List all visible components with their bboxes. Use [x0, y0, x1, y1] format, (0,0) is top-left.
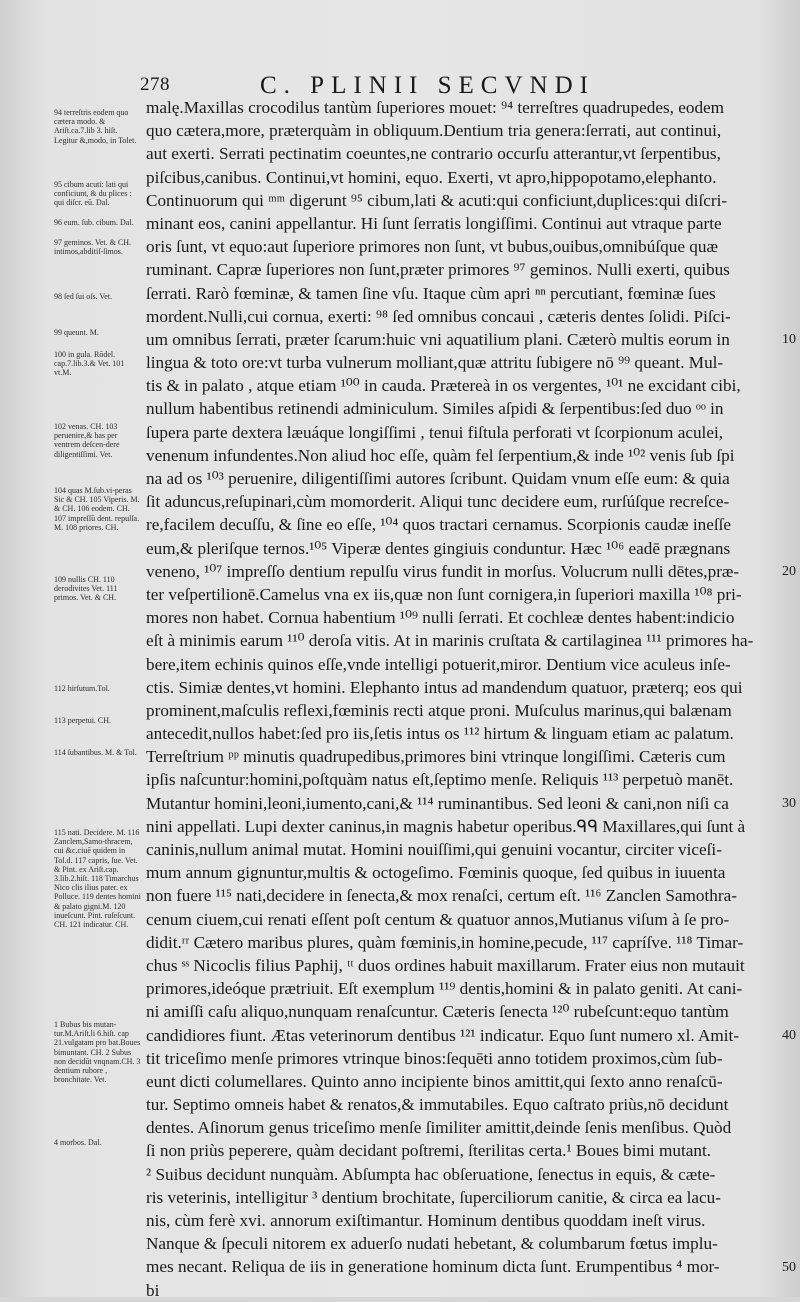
text-line: um omnibus ſerrati, præter ſcarum:huic vni aquatilium plani. Cæterò multis eorum in	[146, 329, 730, 349]
text-line: non fuere ¹¹⁵ nati,decidere in ſenecta,& mox renaſci, certum eſt. ¹¹⁶ Zanclen Samothra-	[146, 886, 737, 906]
margin-note: 96 eum. ſub. cibum. Dal.	[54, 218, 134, 227]
text-line: antecedit,nullos habet:ſed pro iis,ſetis intus os ¹¹² hirtum & linguam etiam ac palatum.	[146, 724, 734, 744]
text-line: ipſis naſcuntur:homini,poſtquàm natus eſt,ſeptimo menſe. Reliquis ¹¹³ perpetuò manēt.	[146, 770, 734, 790]
text-line: candidiores fiunt. Ætas veterinorum dentibus ¹²¹ indicatur. Equo ſunt numero xl. Amit-	[146, 1025, 740, 1045]
text-line: nini appellati. Lupi dexter caninus,in magnis habetur operibus.ᑫᑫ Maxillares,qui ſunt à	[146, 816, 746, 836]
margin-note: 102 venas. CH. 103 peruenire,& has per ventrem deſcen-dere diligentiſſimi. Vet.	[54, 422, 120, 459]
line-number-marker: 30	[782, 796, 796, 811]
text-line: malę.Maxillas crocodilus tantùm ſuperiores mouet: ⁹⁴ terreſtres quadrupedes, eodem	[146, 98, 725, 117]
text-line: nis, cùm ferè xvi. annorum exiſtimantur. Hominum dentibus quoddam ineſt virus.	[146, 1211, 706, 1230]
text-line: nullum habentibus retinendi adminiculum. Similes aſpidi & ſerpentibus:ſed duo ᵒᵒ in	[146, 399, 724, 419]
text-line: oris ſunt, vt equo:aut ſuperiore primores non ſunt, vt bubus,ouibus,omnibúſque quæ	[146, 237, 718, 257]
text-line: eum,& pleriſque ternos.¹⁰⁵ Viperæ dentes gingiuis conduntur. Hæc ¹⁰⁶ eadē prægnans	[146, 538, 731, 558]
running-title: C. PLINII SECVNDI	[260, 72, 595, 99]
text-line: caninis,nullum animal mutat. Homini nouiſſimi,qui genuini vocantur, circiter viceſi-	[146, 840, 722, 859]
text-line: Nanque & ſpeculi nitorem ex aduerſo nudati hebetant, & columbarum fœtus implu-	[146, 1234, 718, 1254]
text-line: minant eos, canini appellantur. Hi ſunt ſerratis longiſſimi. Continui aut vtraque parte	[146, 213, 722, 233]
text-line: mum annum gignuntur,multis & octogeſimo. Fœminis quoque, ſed quibus in iuuenta	[146, 863, 726, 883]
text-line: ter veſpertilionē.Camelus vna ex iis,quæ non ſunt cornigera,in ſuperiori maxilla ¹⁰⁸ pri-	[146, 584, 742, 604]
text-line: chus ˢˢ Nicoclis filius Paphij, ᵗᵗ duos ordines habuit maxillarum. Frater eius non mutauit	[146, 955, 745, 975]
text-line: lingua & toto ore:vt turba vulnerum molliant,quæ attritu ſubigere nō ⁹⁹ queant. Mul-	[146, 353, 724, 373]
text-line: Terreſtrium ᵖᵖ minutis quadrupedibus,primores bini vtrinque longiſſimi. Cæteris cum	[146, 747, 726, 767]
margin-note: 97 geminos. Vet. & CH. intimos,abditiſ-ſimos.	[54, 238, 131, 257]
text-line: primores,ideóque prætriuit. Eſt exemplum ¹¹⁹ dentis,homini & in palato geniti. At cani-	[146, 979, 743, 999]
margin-note: 112 hirſutum.Tol.	[54, 684, 110, 693]
text-line: ruminant. Capræ ſuperiores non ſunt,præter primores ⁹⁷ geminos. Nulli exerti, quibus	[146, 260, 730, 280]
margin-note: 1 Bubus bis mutan-tur.M.Ariſt.li 6.hiſt. cap 21.vulgatam pro bat.Boues bimuntant. CH. 2 Subus non decidūt vnqnam.CH. 3 dentium rubore , bronchitate. Vet.	[54, 1020, 141, 1085]
text-line: Mutantur homini,leoni,iumento,cani,& ¹¹⁴ ruminantibus. Sed leoni & cani,non niſi ca	[146, 793, 729, 813]
text-line: aut exerti. Serrati pectinatim coeuntes,ne contrario occurſu atterantur,vt ſerpentibus,	[146, 144, 721, 164]
line-number-marker: 50	[782, 1260, 796, 1275]
text-line: eunt dicti columellares. Quinto anno incipiente binos amittit,qui ſexto anno renaſcū-	[146, 1071, 723, 1091]
text-line: mes necant. Reliqua de iis in generatione hominum dicta ſunt. Erumpentibus ⁴ mor-	[146, 1257, 720, 1277]
text-line: ² Suibus decidunt nunquàm. Abſumpta hac obſeruatione, ſenectus in equis, & cæte-	[146, 1164, 716, 1184]
margin-note: 104 quas M.ſub.vi-peras Sic & CH. 105 Viperis. M. & CH. 106 eodem. CH. 107 impreſſū dent. repulſa. M. 108 priores. CH.	[54, 486, 140, 532]
text-line: ſit aduncus,reſupinari,cùm momorderit. Aliqui tunc decidere eum, rurſúſque recreſce-	[146, 492, 730, 512]
text-line: prominent,maſculis reflexi,fœminis recti atque proni. Muſculus marinus,qui balænam	[146, 700, 732, 720]
text-line: ctis. Simiæ dentes,vt homini. Elephanto intus ad mandendum quatuor, præterq; eos qui	[146, 677, 743, 697]
main-text	[146, 96, 782, 1302]
text-line: tis & in palato , atque etiam ¹⁰⁰ in cauda. Prætereà in os vergentes, ¹⁰¹ ne excidant cibi,	[146, 376, 741, 396]
text-line: mores non habet. Cornua habentium ¹⁰⁹ nulli ſerrati. Et cochleæ dentes habent:indicio	[146, 608, 735, 628]
text-line: bi	[146, 1280, 160, 1300]
text-line: mordent.Nulli,cui cornua, exerti: ⁹⁸ ſed omnibus concaui , cæteris dentes ſolidi. Piſci-	[146, 306, 731, 326]
text-line: cenum ciuem,cui renati eſſent poſt centum & quatuor annos,Mutianus viſum à ſe pro-	[146, 909, 730, 929]
margin-note: 98 ſed ſui oſs. Vet.	[54, 292, 113, 301]
margin-note: 113 perpetui. CH.	[54, 716, 112, 725]
margin-note: 94 terreſtris eodem quo cætera modo. & Ariſt.ca.7.lib 3. hiſt. Legitur &,modo, in Tolet.	[54, 108, 137, 145]
text-line: ſerrati. Rarò fœminæ, & tamen ſine vſu. Itaque cùm apri ⁿⁿ percutiant, fœminæ ſues	[146, 283, 716, 303]
margin-note: 114 ſubantibus. M. & Tol.	[54, 748, 137, 757]
text-line: venenum infundentes.Non aliud hoc eſſe, quàm fel ſerpentium,& inde ¹⁰² venis ſub ſpi	[146, 445, 735, 465]
page-number: 278	[140, 74, 170, 95]
text-line: bere,item echinis quinos eſſe,vnde intelligi potuerit,miror. Dentium vice aculeus inſe-	[146, 654, 731, 674]
text-line: ris veterinis, intelligitur ³ dentium brochitate, ſuperciliorum canitie, & circa ea lacu-	[146, 1187, 722, 1207]
margin-note: 115 nati. Decidere. M. 116 Zanclem,Samo-thracem, cui &c.ciuē quidem in Tol.d. 117 capris, ſue. Vet. & Pint. ex Ariſt.cap. 3.lib.2.hiſt. 118 Timarchus Nico clis ilius pater. ex Polluce. 119 dentes homini & palato gigni.M. 120 inueſcunt. Pint. ruſeſcunt. CH. 121 indicatur. CH.	[54, 828, 141, 930]
margin-note: 99 queunt. M.	[54, 328, 99, 337]
line-number-marker: 20	[782, 564, 796, 579]
text-line: veneno, ¹⁰⁷ impreſſo dentium repulſu virus fundit in morſus. Volucrum nulli dētes,præ-	[146, 561, 740, 581]
line-number-marker: 10	[782, 332, 796, 347]
text-line: ni amiſſi caſu aliquo,nunquam renaſcuntur. Cæteris ſenecta ¹²⁰ rubeſcunt:equo tantùm	[146, 1002, 729, 1022]
text-line: eſt à minimis earum ¹¹⁰ deroſa vitis. At in marinis cruſtata & cartilaginea ¹¹¹ primores ha-	[146, 631, 754, 651]
text-line: na ad os ¹⁰³ peruenire, diligentiſſimi autores ſcribunt. Quidam vnum eſſe eum: & quia	[146, 469, 730, 488]
text-line: tur. Septimo omneis habet & renatos,& immutabiles. Equo caſtrato priùs,nō decidunt	[146, 1095, 729, 1115]
text-line: dentes. Aſinorum genus triceſimo menſe ſimiliter amittit,deinde ſenis menſibus. Quòd	[146, 1118, 732, 1138]
margin-note: 4 morbos. Dal.	[54, 1138, 102, 1147]
margin-note: 109 nullis CH. 110 derodivites Vet. 111 primos. Vet. & CH.	[54, 575, 118, 603]
text-line: ſupera parte dextera læuáque longiſſimi , tenui fiſtula perforati vt ſcorpionum aculei,	[146, 422, 724, 442]
line-number-marker: 40	[782, 1028, 796, 1043]
text-line: ſi non priùs peperere, quàm decidant poſtremi, ſterilitas certa.¹ Boues bimi mutant.	[146, 1141, 712, 1161]
margin-note: 95 cibum acuti: lati qui conficiunt, & du plices : qui diſcr. eũ. Dal.	[54, 180, 132, 208]
text-line: Continuorum qui ᵐᵐ digerunt ⁹⁵ cibum,lati & acuti:qui conficiunt,duplices:qui diſcri-	[146, 190, 728, 210]
text-line: didit.ʳʳ Cætero maribus plures, quàm fœminis,in homine,pecude, ¹¹⁷ capríſve. ¹¹⁸ Timar-	[146, 932, 744, 952]
text-line: piſcibus,canibus. Continui,vt homini, equo. Exerti, vt apro,hippopotamo,elephanto.	[146, 167, 717, 187]
text-line: re,facilem decuſſu, & ſine eo eſſe, ¹⁰⁴ quos tractari cernamus. Scorpionis caudæ ineſſe	[146, 515, 732, 535]
margin-note: 100 in gula. Rōdel. cap.7.lib.3.& Vet. 101 vt.M.	[54, 350, 125, 378]
text-line: tit triceſimo menſe primores vtrinque binos:ſequēti anno totidem proximos,cùm ſub-	[146, 1048, 723, 1068]
text-line: quo cætera,more, præterquàm in obliquum.Dentium tria genera:ſerrati, aut continui,	[146, 121, 722, 141]
